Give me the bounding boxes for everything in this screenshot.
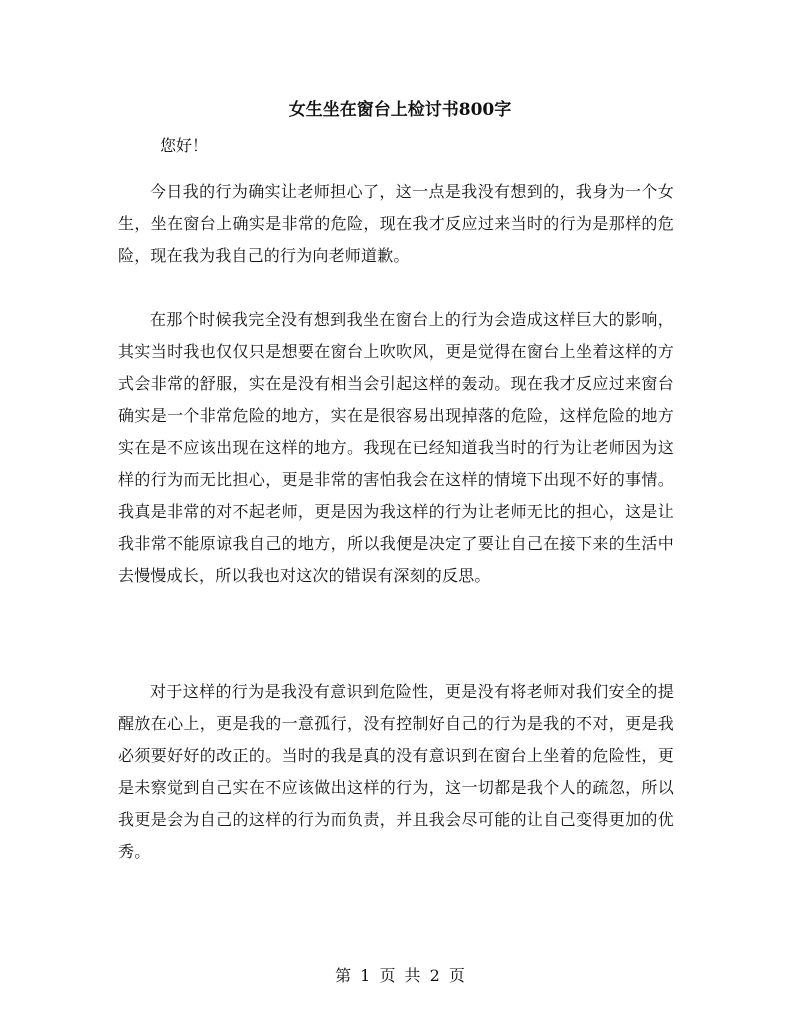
paragraph-3-container <box>118 676 674 868</box>
paragraph-1-container <box>118 176 674 272</box>
page-footer: 第 1 页 共 2 页 <box>335 966 465 985</box>
greeting: 您好！ <box>160 136 209 155</box>
paragraph-3: 对于这样的行为是我没有意识到危险性，更是没有将老师对我们安全的提醒放在心上，更是我的一意孤行，没有控制好自己的行为是我的不对，更是我必须要好好的改正的。当时的我是真的没有意识到在窗台上坐着的危险性，更是未察觉到自己实在不应该做出这样的行为，这一切都是我个人的疏忽，所以我更是会为自己的这样的行为而负责，并且我会尽可能的让自己变得更加的优秀。 <box>118 682 674 861</box>
paragraph-2: 在那个时候我完全没有想到我坐在窗台上的行为会造成这样巨大的影响，其实当时我也仅仅只是想要在窗台上吹吹风，更是觉得在窗台上坐着这样的方式会非常的舒服，实在是没有相当会引起这样的轰动。现在我才反应过来窗台确实是一个非常危险的地方，实在是很容易出现掉落的危险，这样危险的地方实在是不应该出现在这样的地方。我现在已经知道我当时的行为让老师因为这样的行为而无比担心，更是非常的害怕我会在这样的情境下出现不好的事情。我真是非常的对不起老师，更是因为我这样的行为让老师无比的担心，这是让我非常不能原谅我自己的地方，所以我便是决定了要让自己在接下来的生活中去慢慢成长，所以我也对这次的错误有深刻的反思。 <box>118 310 674 585</box>
paragraph-2-container <box>118 304 674 592</box>
paragraph-1: 今日我的行为确实让老师担心了，这一点是我没有想到的，我身为一个女生，坐在窗台上确实是非常的危险，现在我才反应过来当时的行为是那样的危险，现在我为我自己的行为向老师道歉。 <box>118 182 674 265</box>
document-title: 女生坐在窗台上检讨书800字 <box>288 100 512 120</box>
